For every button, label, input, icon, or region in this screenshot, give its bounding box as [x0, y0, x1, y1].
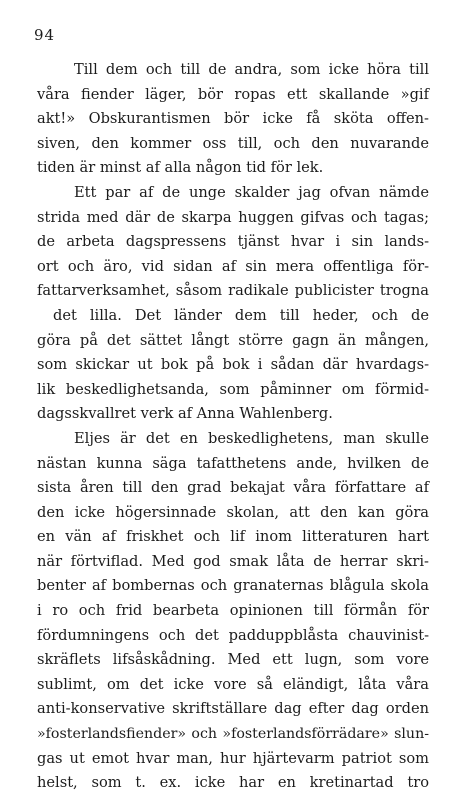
text-line: helst, som t. ex. icke har en kretinartad tro: [37, 774, 429, 792]
page-number: 94: [34, 26, 56, 44]
text-line: »fosterlandsfiender» och »fosterlandsförrädare» slun-: [37, 726, 429, 743]
text-line: när förtviflad. Med god smak låta de herrar skri-: [37, 552, 429, 570]
text-line: Eljes är det en beskedlighetens, man skulle: [74, 429, 429, 447]
text-line: sublimt, om det icke vore så eländigt, låta våra: [37, 675, 429, 693]
text-line: siven, den kommer oss till, och den nuvarande: [37, 134, 429, 152]
text-line: skräflets lifsåskådning. Med ett lugn, som vore: [37, 651, 429, 669]
text-line: det lilla. Det länder dem till heder, och de: [53, 306, 429, 324]
text-line: de arbeta dagspressens tjänst hvar i sin lands-: [37, 233, 429, 251]
text-line: akt!» Obskurantismen bör icke få sköta offen-: [37, 110, 429, 128]
text-line: Till dem och till de andra, som icke höra till: [74, 61, 429, 78]
text-line: Ett par af de unge skalder jag ofvan nämde: [74, 183, 429, 201]
text-line: gas ut emot hvar man, hur hjärtevarm patriot som: [37, 749, 429, 767]
body-text: [37, 58, 429, 796]
text-line: en vän af friskhet och lif inom litteraturen hart: [37, 528, 429, 546]
text-line: dagsskvallret verk af Anna Wahlenberg.: [37, 405, 333, 423]
text-line: våra fiender läger, bör ropas ett skallande »gif: [37, 85, 429, 103]
text-line: lik beskedlighetsanda, som påminner om förmid-: [37, 380, 429, 398]
text-line: ort och äro, vid sidan af sin mera offentliga för-: [37, 257, 429, 275]
text-line: fördumningens och det padduppblåsta chauvinist-: [37, 626, 429, 644]
text-line: nästan kunna säga tafatthetens ande, hvilken de: [37, 454, 429, 472]
text-line: den icke högersinnade skolan, att den kan göra: [37, 503, 429, 521]
text-line: fattarverksamhet, såsom radikale publicister trogna: [37, 282, 429, 300]
text-line: tiden är minst af alla någon tid för lek.: [37, 159, 324, 177]
text-line: anti-konservative skriftställare dag efter dag orden: [37, 700, 429, 718]
text-line: göra på det sättet långt större gagn än mången,: [37, 331, 429, 349]
text-line: som skickar ut bok på bok i sådan där hvardags-: [37, 356, 429, 374]
text-line: strida med där de skarpa huggen gifvas och tagas;: [37, 208, 429, 226]
text-line: sista åren till den grad bekajat våra författare af: [37, 479, 429, 497]
text-line: benter af bombernas och granaternas blågula skola: [37, 577, 429, 595]
text-line: i ro och frid bearbeta opinionen till förmån för: [37, 602, 429, 620]
